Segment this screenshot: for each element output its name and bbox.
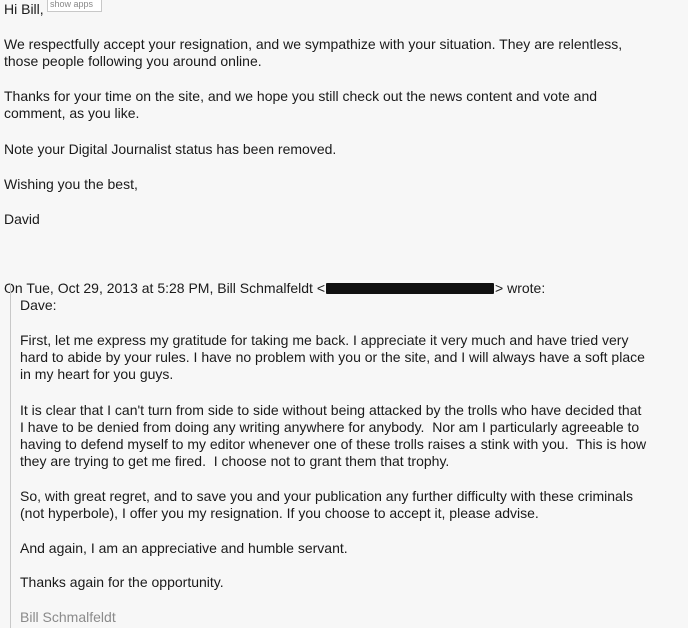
quoted-signature: Bill Schmalfeldt (20, 609, 116, 625)
quoted-paragraph-2: It is clear that I can't turn from side to side without being attacked by the trolls who have decided that I have to be denied from doing any writing anywhere for anybody. Nor am I particularly agreeable to having to defend myself to my editor whenever one of these trolls raises a stink with you. This is how they are trying to get me fired. I choose not to grant them that trophy. (20, 402, 647, 469)
quoted-paragraph-3: So, with great regret, and to save you and your publication any further difficulty with these criminals (not hyperbole), I offer you my resignation. If you choose to accept it, please advise. (20, 488, 633, 521)
reply-paragraph-1: We respectfully accept your resignation, and we sympathize with your situation. They are relentless, those people following you around online. (4, 36, 623, 69)
quoted-message (10, 283, 681, 628)
quoted-salutation: Dave: (20, 297, 57, 313)
quoted-paragraph-4: And again, I am an appreciative and humble servant. (20, 540, 348, 556)
reply-signature: David (4, 211, 40, 227)
attribution-prefix: On Tue, Oct 29, 2013 at 5:28 PM, Bill Schmalfeldt < (4, 280, 326, 296)
reply-paragraph-3: Note your Digital Journalist status has been removed. (4, 141, 337, 157)
attribution-suffix: > wrote: (495, 280, 546, 296)
greeting: Hi Bill, (4, 1, 44, 17)
quoted-paragraph-5: Thanks again for the opportunity. (20, 574, 224, 590)
reply-paragraph-2: Thanks for your time on the site, and we hope you still check out the news content and vote and comment, as you like. (4, 88, 598, 121)
reply-paragraph-4: Wishing you the best, (4, 176, 138, 192)
show-apps-tab[interactable]: show apps (47, 0, 102, 12)
quoted-paragraph-1: First, let me express my gratitude for taking me back. I appreciate it very much and have tried very hard to abide by your rules. I have no problem with you or the site, and I will always have a soft place in my heart for you guys. (20, 332, 645, 382)
